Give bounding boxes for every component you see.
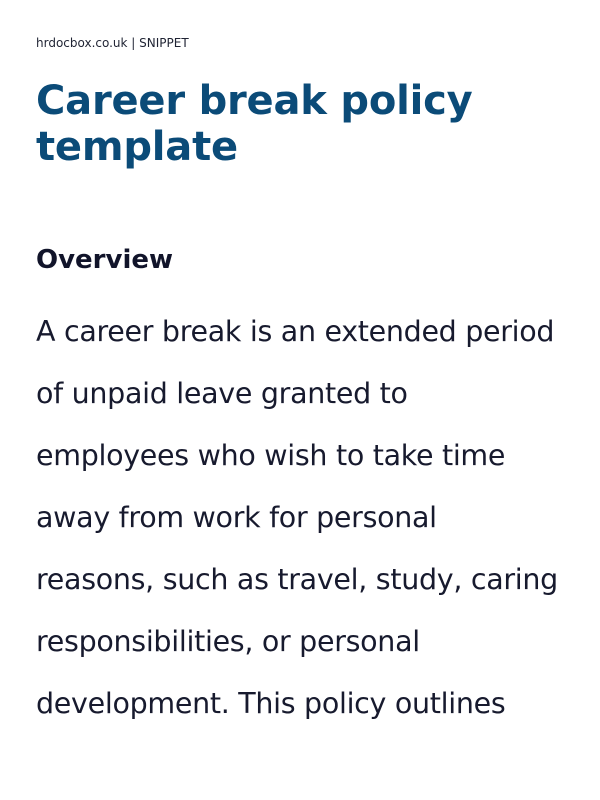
- source-label: hrdocbox.co.uk | SNIPPET: [36, 36, 189, 50]
- section-heading-overview: Overview: [36, 245, 174, 275]
- overview-paragraph: A career break is an extended period of unpaid leave granted to employees who wish to take time away from work for personal reasons, such as travel, study, caring responsibilities, or personal development. This policy outlines: [36, 315, 558, 720]
- page-title: Career break policy template: [36, 78, 473, 170]
